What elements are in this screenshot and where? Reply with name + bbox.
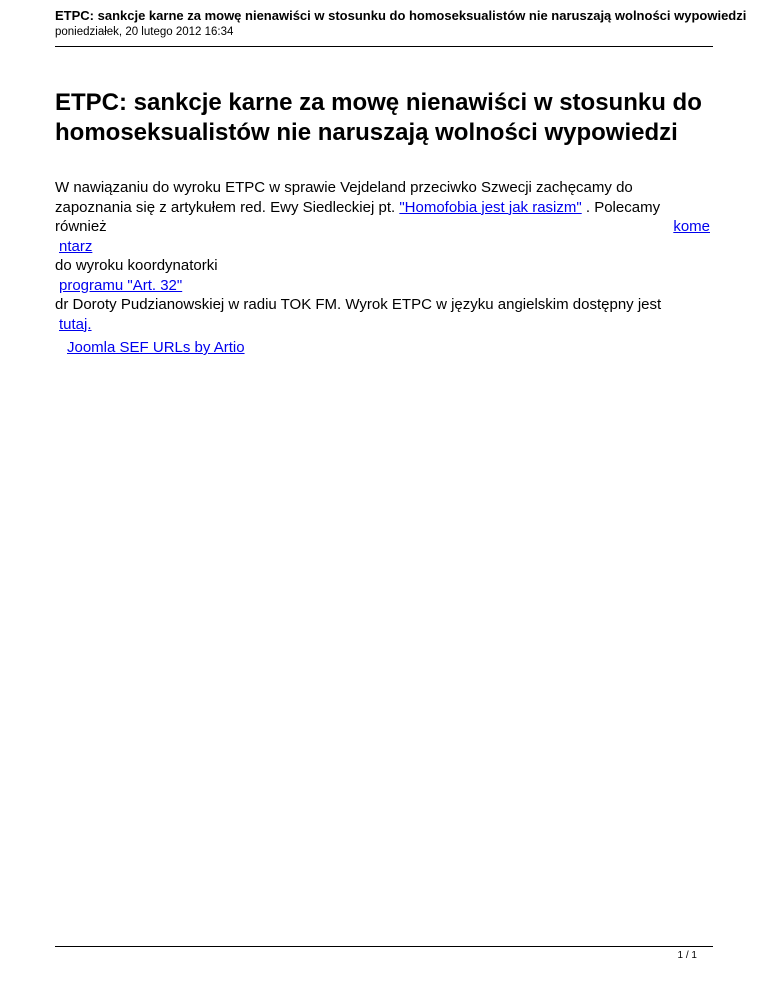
body-line: do wyroku koordynatorki <box>55 257 218 274</box>
joomla-sef-link[interactable]: Joomla SEF URLs by Artio <box>67 339 245 356</box>
body-line <box>55 237 710 257</box>
body-text-segment: . Polecamy <box>581 198 661 216</box>
article-heading: ETPC: sankcje karne za mowę nienawiści w stosunku do homoseksualistów nie naruszają wolności wypowiedzi <box>55 89 702 146</box>
running-header-title: ETPC: sankcje karne za mowę nienawiści w stosunku do homoseksualistów nie naruszają wolności wypowiedzi <box>55 8 747 23</box>
body-line <box>55 217 710 237</box>
body-text-segment: zapoznania się z artykułem red. Ewy Siedleckiej pt. <box>55 198 400 216</box>
body-line <box>55 276 710 296</box>
komentarz-link[interactable]: kome <box>673 218 710 235</box>
body-text-segment: również <box>55 218 107 235</box>
homofobia-article-link[interactable]: "Homofobia jest jak rasizm" <box>399 198 582 216</box>
komentarz-link-continued[interactable]: ntarz <box>59 237 93 255</box>
header-divider <box>55 46 713 47</box>
body-line: W nawiązaniu do wyroku ETPC w sprawie Vejdeland przeciwko Szwecji zachęcamy do <box>55 179 633 196</box>
body-line <box>55 198 710 218</box>
tutaj-link[interactable]: tutaj. <box>59 315 92 333</box>
page-number: 1 / 1 <box>677 950 697 961</box>
program-art32-link[interactable]: programu "Art. 32" <box>59 276 183 294</box>
article-body <box>55 178 710 334</box>
body-line <box>55 315 710 335</box>
footer-divider <box>55 946 713 947</box>
body-line: dr Doroty Pudzianowskiej w radiu TOK FM. Wyrok ETPC w języku angielskim dostępny jest <box>55 296 662 313</box>
running-header-date: poniedziałek, 20 lutego 2012 16:34 <box>55 26 234 38</box>
